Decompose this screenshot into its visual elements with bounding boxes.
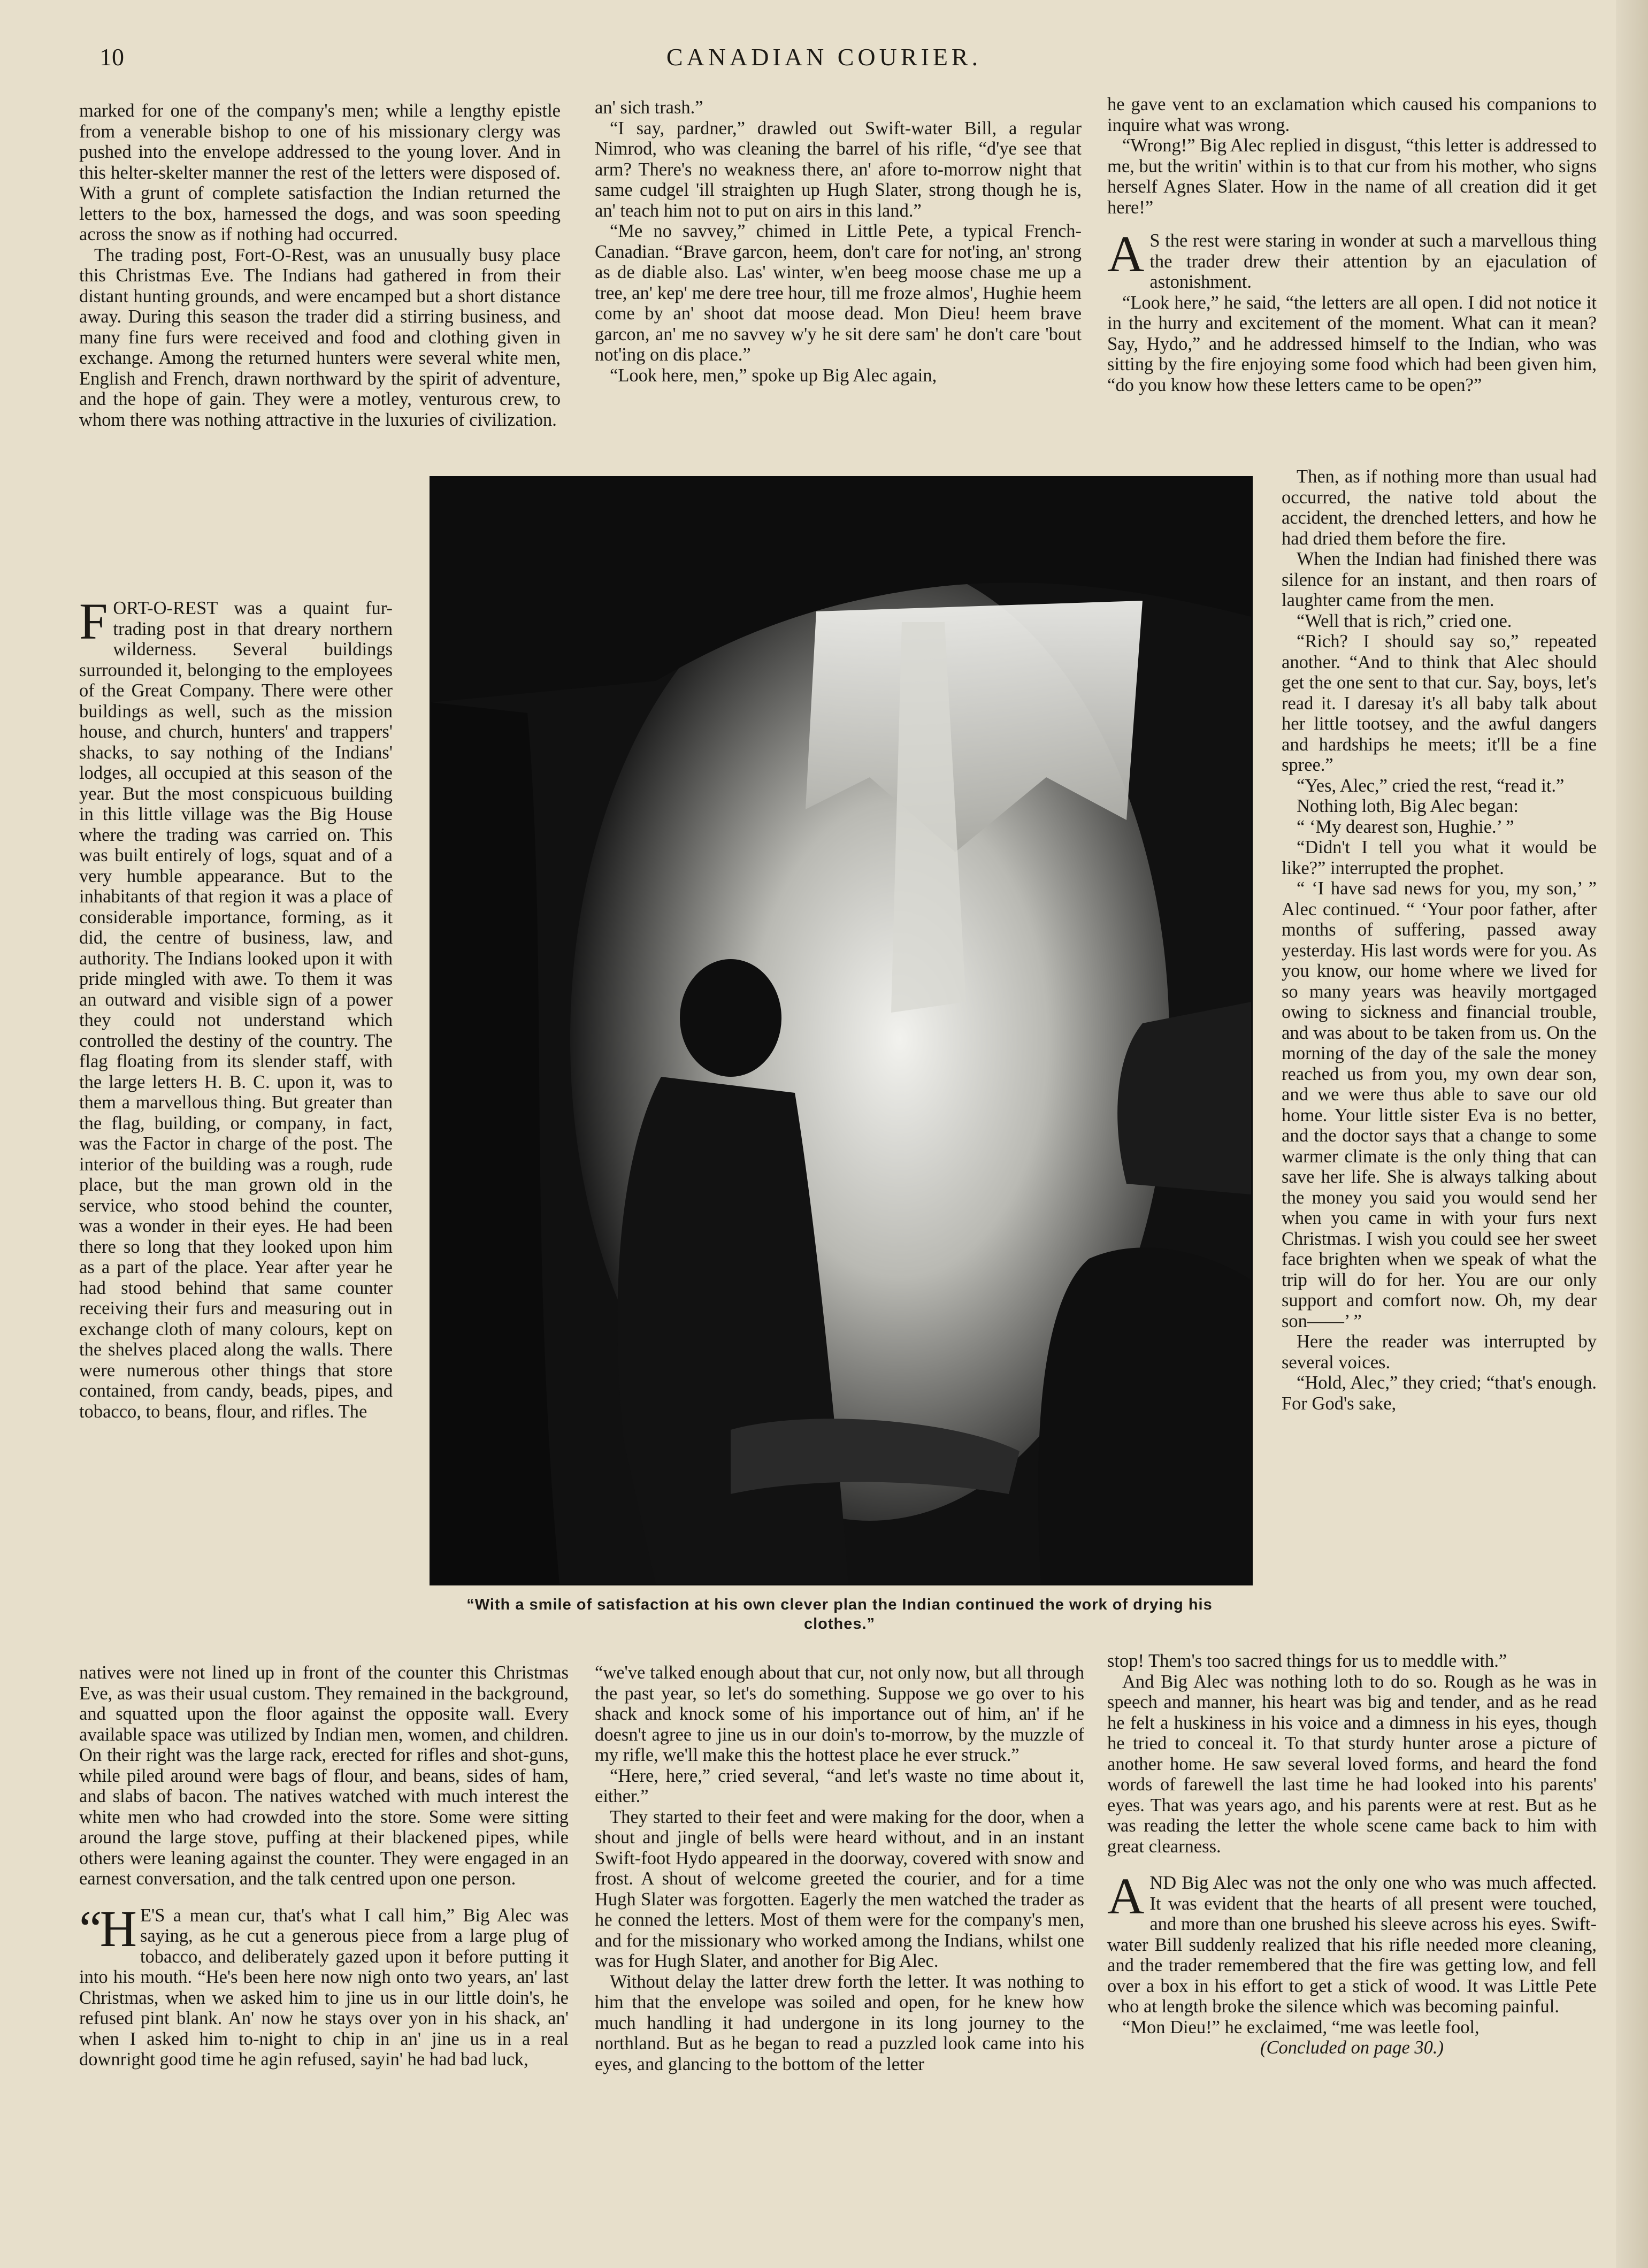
column-3-top [1107, 94, 1597, 395]
paragraph: “Me no savvey,” chimed in Little Pete, a typical French-Canadian. “Brave garcon, heem, don't care for not'ing, an' strong as de diable also. Las' winter, w'en beeg moose chase me up a tree, an' kep' me dere tree hour, till me froze almos', Hughie heem come by an' shoot dat moose dead. Mon Dieu! heem brave garcon, an' me no savvey w'y he sit dere sam' he don't care 'bout not'ing on dis place.” [595, 221, 1082, 365]
paragraph: Nothing loth, Big Alec began: [1297, 796, 1519, 816]
illustration-caption: “With a smile of satisfaction at his own clever plan the Indian continued the work of drying his clothes.” [466, 1596, 1213, 1633]
paragraph: marked for one of the company's men; while a lengthy epistle from a venerable bishop to one of his missionary clergy was pushed into the envelope addressed to the young lover. And in this helter-skelter manner the rest of the letters were disposed of. With a grunt of complete satisfaction the Indian returned the letters to the box, harnessed the dogs, and was soon speeding across the snow as if nothing had occurred. [79, 101, 561, 244]
paragraph: “Look here,” he said, “the letters are all open. I did not notice it in the hurry and excitement of the moment. What can it mean? Say, Hydo,” and he addressed himself to the Indian, who was sitting by the fire enjoying some food which had been given him, “do you know how these letters came to be open?” [1107, 292, 1597, 395]
illustration [430, 476, 1253, 1585]
paragraph: “Look here, men,” spoke up Big Alec again, [610, 365, 937, 386]
paragraph: an' sich trash.” [595, 97, 703, 118]
paragraph: When the Indian had finished there was silence for an instant, and then roars of laughter came from the men. [1282, 549, 1597, 610]
paragraph: And Big Alec was nothing loth to do so. Rough as he was in speech and manner, his heart was big and tender, and as he read he felt a huskiness in his voice and a dimness in his eyes, though he tried to conceal it. To that sturdy hunter arose a picture of another home. He saw several loved forms, and heard the fond words of farewell the last time he had looked into his parents' eyes. That was years ago, and his parents were at rest. But as he was reading the letter the whole scene came back to him with great clearness. [1107, 1671, 1597, 1857]
paragraph [1107, 1867, 1597, 2017]
paragraph: “we've talked enough about that cur, not only now, but all through the past year, so let's do something. Suppose we go over to his shack and knock some of his importance out of him, an' if he doesn't agree to jine us in our doin's to-morrow, by the muzzle of my rifle, we'll make this the hottest place he ever struck.” [595, 1662, 1084, 1765]
paragraph: Without delay the latter drew forth the letter. It was nothing to him that the envelope was soiled and open, for he knew how much handling it had undergone in its long journey to the northland. But as he began to read a puzzled look came into his eyes, and glancing to the bottom of the letter [595, 1971, 1084, 2074]
paragraph: stop! Them's too sacred things for us to meddle with.” [1107, 1651, 1507, 1671]
paragraph: “ ‘I have sad news for you, my son,’ ” Alec continued. “ ‘Your poor father, after months of suffering, passed away yesterday. His last words were for you. As you know, our home where we lived for so many years was heavily mortgaged owing to sickness and financial trouble, and was about to be taken from us. On the morning of the day of the sale the money reached us from you, my own dear son, and we were thus able to save our old home. Your little sister Eva is no better, and the doctor says that a change to some warmer climate is the only thing that can save her life. She is always talking about the money you said you would send her when you came in with your furs next Christmas. I wish you could see her sweet face brighten when we speak of what the trip will do for her. You are our only support and comfort now. Oh, my dear son——’ ” [1282, 878, 1597, 1331]
paragraph: “Well that is rich,” cried one. [1297, 610, 1512, 631]
paragraph: Then, as if nothing more than usual had occurred, the native told about the accident, the drenched letters, and how he had dried them before the fire. [1282, 466, 1597, 549]
paragraph: Here the reader was interrupted by several voices. [1282, 1331, 1597, 1373]
drop-cap: “H [79, 1899, 135, 1957]
column-2-bottom [595, 1662, 1084, 2074]
paragraph-text: S the rest were staring in wonder at such a marvellous thing the trader drew their attention by an ejaculation of astonishment. [1149, 231, 1597, 292]
paragraph-text: ND Big Alec was not the only one who was much affected. It was evident that the hearts of all present were touched, and more than one brushed his sleeve across his eyes. Swift-water Bill suddenly realized that his rifle needed more cleaning, and the trader remembered that the fire was getting low, and fell over a box in his effort to get a stick of wood. It was Little Pete who at length broke the silence which was becoming painful. [1107, 1873, 1597, 2017]
column-1-top [79, 101, 561, 430]
paragraph: “Here, here,” cried several, “and let's waste no time about it, either.” [595, 1765, 1084, 1806]
continuation-note: (Concluded on page 30.) [1260, 2037, 1444, 2058]
page-edge [1616, 0, 1648, 2268]
column-3-narrow [1282, 466, 1597, 1414]
magazine-title: CANADIAN COURIER. [666, 43, 982, 71]
drop-cap: F [79, 593, 108, 650]
column-1-narrow [79, 593, 393, 1422]
column-2-top [595, 97, 1082, 386]
paragraph: “Yes, Alec,” cried the rest, “read it.” [1297, 775, 1565, 796]
illustration-drawing [431, 478, 1251, 1584]
paragraph: “Rich? I should say so,” repeated another. “And to think that Alec should get the one sent to that cur. Say, boys, let's read it. I daresay it's all baby talk about her little tootsey, and the awful dangers and hardships he meets; it'll be a fine spree.” [1282, 631, 1597, 775]
paragraph: “Hold, Alec,” they cried; “that's enough. For God's sake, [1282, 1373, 1597, 1414]
paragraph: “I say, pardner,” drawled out Swift-water Bill, a regular Nimrod, who was cleaning the barrel of his rifle, “d'ye see that arm? There's no weakness there, an' afore to-morrow night that same cudgel 'ill straighten up Hugh Slater, strong though he is, an' teach him not to put on airs in this land.” [595, 118, 1082, 221]
paragraph: “ ‘My dearest son, Hughie.’ ” [1297, 816, 1514, 837]
paragraph [79, 593, 393, 1422]
paragraph: he gave vent to an exclamation which caused his companions to inquire what was wrong. [1107, 94, 1597, 135]
paragraph-text: E'S a mean cur, that's what I call him,” Big Alec was saying, as he cut a generous piece from a large plug of tobacco, and deliberately gazed upon it before putting it into his mouth. “He's been here now nigh onto two years, an' last Christmas, when we asked him to jine us in our little doin's, he refused pint blank. An' now he stays over yon in his shack, an' when I asked him to-night to chip in an' jine us in a real downright good time he agin refused, sayin' he had bad luck, [79, 1905, 569, 2070]
drop-cap: A [1107, 225, 1145, 282]
paragraph [1107, 225, 1597, 293]
paragraph: natives were not lined up in front of the counter this Christmas Eve, as was their usual custom. They remained in the background, and squatted upon the floor against the opposite wall. Every available space was utilized by Indian men, women, and children. On their right was the large rack, erected for rifles and shot-guns, while piled around were bags of flour, and beans, sides of ham, and slabs of bacon. The natives watched with much interest the white men who had crowded into the store. Some were sitting around the large stove, puffing at their blackened pipes, while others were leaning against the counter. They were engaged in an earnest conversation, and the talk centred upon one person. [79, 1662, 569, 1889]
page-header [0, 43, 1605, 80]
paragraph: The trading post, Fort-O-Rest, was an unusually busy place this Christmas Eve. The Indians had gathered in from their distant hunting grounds, and were encamped but a short distance away. During this season the trader did a stirring business, and many fine furs were received and food and clothing given in exchange. Among the returned hunters were several white men, English and French, drawn northward by the spirit of adventure, and the hope of gain. They were a motley, venturous crew, to whom there was nothing attractive in the luxuries of civilization. [79, 244, 561, 430]
column-1-bottom [79, 1662, 569, 2070]
dog-head [1117, 1002, 1251, 1194]
column-3-bottom [1107, 1651, 1597, 2058]
dog-silhouette [1038, 1247, 1251, 1584]
drop-cap: A [1107, 1867, 1145, 1925]
page-number: 10 [99, 43, 124, 71]
paragraph: They started to their feet and were making for the door, when a shout and jingle of bells were heard without, and in an instant Swift-foot Hydo appeared in the doorway, covered with snow and frost. A shout of welcome greeted the courier, and for a time Hugh Slater was forgotten. Eagerly the men watched the trader as he conned the letters. Most of them were for the company's men, and for the missionary who worked among the Indians, whilst one was for Hugh Slater, and another for Big Alec. [595, 1806, 1084, 1971]
figure-head [680, 959, 781, 1077]
paragraph: “Mon Dieu!” he exclaimed, “me was leetle fool, [1122, 2017, 1480, 2037]
paragraph-text: ORT-O-REST was a quaint fur-trading post in that dreary northern wilderness. Several buildings surrounded it, belonging to the employees of the Great Company. There were other buildings as well, such as the mission house, and church, hunters' and trappers' shacks, to say nothing of the Indians' lodges, all occupied at this season of the year. But the most conspicuous building in this little village was the Big House where the trading was carried on. This was built entirely of logs, squat and of a very humble appearance. But to the inhabitants of that region it was a place of considerable importance, forming, as it did, the centre of business, law, and authority. The Indians looked upon it with pride mingled with awe. To them it was an outward and visible sign of a power they could not understand which controlled the destiny of the country. The flag floating from its slender staff, with the large letters H. B. C. upon it, was to them a marvellous thing. But greater than the flag, building, or company, in fact, was the Factor in charge of the post. The interior of the building was a rough, rude place, but the man grown old in the service, who stood behind the counter, was a wonder in their eyes. He had been there so long that they looked upon him as a part of the place. Year after year he had stood behind that same counter receiving their furs and measuring out in exchange cloth of many colours, kept on the shelves placed along the walls. There were numerous other things that store contained, from candy, beads, pipes, and tobacco, to beans, flour, and rifles. The [79, 598, 393, 1422]
paragraph [79, 1899, 569, 2070]
paragraph: “Didn't I tell you what it would be like?” interrupted the prophet. [1282, 837, 1597, 878]
paragraph: “Wrong!” Big Alec replied in disgust, “this letter is addressed to me, but the writin' within is to that cur from his mother, who signs herself Agnes Slater. How in the name of all creation did it get here!” [1107, 135, 1597, 218]
